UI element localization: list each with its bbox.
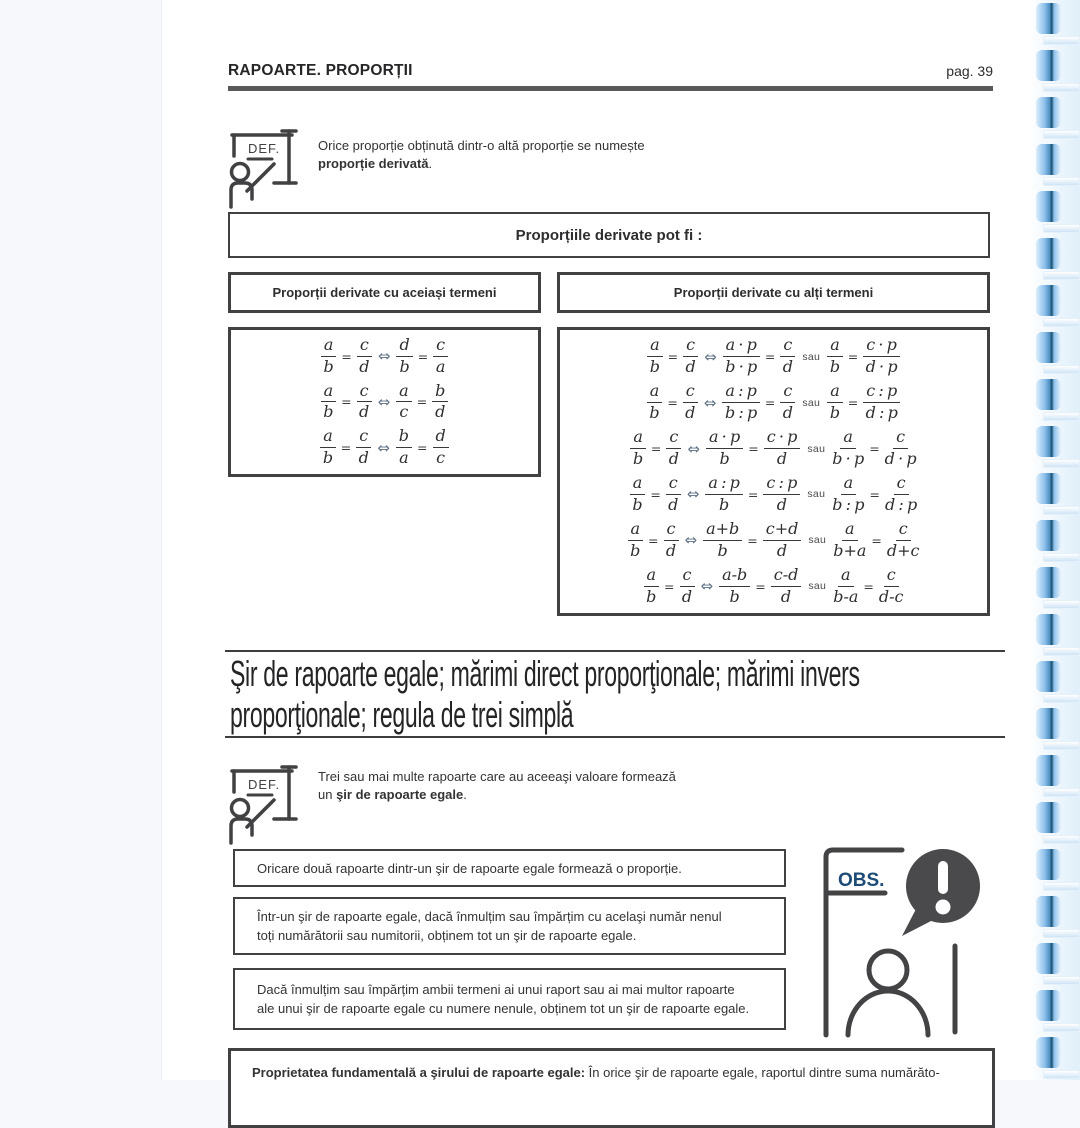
fraction: $\frac{c}{d}$ [357,383,372,422]
operator: = [747,486,759,502]
note-box-3-text: Dacă înmulțim sau împărțim ambii termeni ai unui raport sau ai mai multor rapoarte ale unui şir de rapoarte egale cu numere nenule, obținem tot un şir de rapoarte egale. [257,982,750,1016]
equivalence-arrow: ⇔ [703,393,717,412]
formula-row [644,337,903,376]
binding-ring [1036,473,1061,504]
note-box-1 [233,849,786,887]
binding-ring [1036,802,1061,833]
property-text: În orice şir de rapoarte egale, raportul dintre suma numărăto- [585,1065,940,1080]
exclamation-icon [938,861,948,894]
operator: = [748,441,759,457]
binding-ring [1036,661,1061,692]
fraction: $\frac{c}{d}$ [666,475,681,514]
binding-band [1043,929,1080,938]
fraction: $\frac{c-d}{d}$ [771,567,802,606]
fraction: $\frac{a}{b}$ [321,383,337,422]
section-title-line-1: Şir de rapoarte egale; mărimi direct proporţionale; mărimi invers [230,653,860,694]
fraction: $\frac{c}{d}$ [683,383,698,422]
binding-ring [1036,520,1061,551]
definition-icon [226,762,306,846]
sau-word: sau [808,580,827,593]
fraction: $\frac{a}{b}$ [320,428,336,467]
fraction: $\frac{c}{d}$ [357,337,372,376]
operator: = [650,441,662,457]
fraction: $\frac{a}{b}$ [644,567,660,606]
note-box-3 [233,968,786,1030]
formula-row [317,428,452,467]
binding-band [1043,506,1080,515]
fraction: $\frac{a \cdot p}{b}$ [706,429,743,468]
fraction: $\frac{c}{d}$ [680,567,695,606]
binding-ring [1036,238,1061,269]
equivalence-arrow: ⇔ [377,438,390,457]
equivalence-arrow: ⇔ [377,392,391,411]
page-number: pag. 39 [946,63,993,79]
obs-label: OBS. [838,870,885,891]
operator: = [417,348,429,364]
operator: = [341,348,352,364]
fraction: $\frac{c}{d}$ [666,429,681,468]
binding-ring [1036,97,1061,128]
operator: = [847,349,859,365]
sau-word: sau [802,396,821,409]
equivalence-arrow: ⇔ [687,439,700,458]
binding-ring [1036,332,1061,363]
fraction: $\frac{a-b}{b}$ [719,567,750,606]
binding-ring [1036,849,1061,880]
binding-band [1043,553,1080,562]
binding-band [1043,976,1080,985]
note-box-2-text: Într-un şir de rapoarte egale, dacă înmulțim sau împărțim cu acelaşi număr nenul toți numărătorii sau numitorii, obținem tot un şir de rapoarte egale. [257,909,722,943]
fraction: $\frac{a}{b}$ [321,337,337,376]
note-box-2 [233,897,786,955]
fraction: $\frac{c}{d-c}$ [878,565,904,606]
def2-prefix: un [318,787,337,802]
binding-band [1043,647,1080,656]
fraction: $\frac{c}{d}$ [356,428,371,467]
header-rule [228,86,993,91]
fraction: $\frac{a}{b}$ [647,383,663,422]
fraction: $\frac{a}{b : p}$ [832,473,865,514]
binding-band [1043,1070,1080,1079]
binding-ring [1036,943,1061,974]
binding-band [1043,694,1080,703]
binding-band [1043,788,1080,797]
formula-box-other-terms [557,327,990,616]
fraction: $\frac{c : p}{d}$ [763,475,800,514]
fraction: $\frac{c}{d+c}$ [886,519,920,560]
formula-row [641,567,907,606]
column-header-other-terms: Proporții derivate cu alți termeni [557,272,990,313]
operator: = [869,486,880,502]
operator: = [667,349,679,365]
operator: = [341,394,352,410]
fraction: $\frac{c}{d}$ [683,337,698,376]
fraction: $\frac{c}{d}$ [780,337,795,376]
definition-1-text [318,137,645,173]
equivalence-arrow: ⇔ [704,347,717,366]
fraction: $\frac{c}{d}$ [664,521,679,560]
fraction: $\frac{a : p}{b : p}$ [722,383,760,422]
operator: = [650,486,661,502]
binding-ring [1036,567,1061,598]
fraction: $\frac{b}{d}$ [432,383,448,422]
fraction: $\frac{c}{d}$ [780,383,795,422]
fundamental-property-box [228,1048,995,1128]
operator: = [863,578,874,594]
sau-word: sau [808,534,827,547]
binding-ring [1036,50,1061,81]
chapter-title: RAPOARTE. PROPORȚII [228,62,413,79]
definition-2-text [318,768,676,804]
equivalence-arrow: ⇔ [684,531,698,550]
observation-icon [818,843,998,1039]
def1-line1: Orice proporție obținută dintr-o altă proporție se numește [318,138,645,153]
binding-ring [1036,755,1061,786]
sau-word: sau [802,350,821,363]
binding-band [1043,83,1080,92]
binding-band [1043,882,1080,891]
operator: = [755,578,766,594]
binding-band [1043,224,1080,233]
binding-band [1043,835,1080,844]
sau-word: sau [807,488,826,501]
binding-band [1043,1023,1080,1032]
binding-ring [1036,614,1061,645]
def2-bold-term: şir de rapoarte egale [336,787,464,802]
operator: = [416,394,428,410]
operator: = [417,440,428,456]
column-header-same-terms: Proporții derivate cu aceiași termeni [228,272,541,313]
fraction: $\frac{a}{b+a}$ [833,519,867,560]
binding-ring [1036,379,1061,410]
binding-ring [1036,3,1061,34]
binding-band [1043,177,1080,186]
operator: = [847,395,859,411]
fraction: $\frac{a}{c}$ [396,383,412,422]
formula-row [627,429,919,468]
formula-row [625,521,923,560]
fraction: $\frac{a}{b}$ [827,337,843,376]
binding-ring [1036,708,1061,739]
fraction: $\frac{a+b}{b}$ [703,521,742,560]
equivalence-arrow: ⇔ [377,347,391,366]
derivate-header-box: Proporțiile derivate pot fi : [228,212,990,258]
fraction: $\frac{a}{b}$ [630,475,646,514]
operator: = [871,532,882,548]
fraction: $\frac{b}{a}$ [396,428,412,467]
fraction: $\frac{a : p}{b}$ [705,475,743,514]
fraction: $\frac{c}{d \cdot p}$ [884,427,917,469]
binding-band [1043,412,1080,421]
definition-icon [226,126,306,210]
fraction: $\frac{a}{b}$ [630,429,646,468]
operator: = [340,440,352,456]
def-label: DEF. [248,777,281,792]
fraction: $\frac{c \cdot p}{d \cdot p}$ [863,337,900,376]
equivalence-arrow: ⇔ [700,577,714,596]
fraction: $\frac{a}{b}$ [647,337,663,376]
operator: = [869,441,880,457]
binding-ring [1036,285,1061,316]
operator: = [747,532,758,548]
binding-band [1043,271,1080,280]
section-rule-bottom [225,736,1005,738]
sau-word: sau [807,442,826,455]
fraction: $\frac{d}{c}$ [433,428,449,467]
spiral-binding [1030,0,1080,1080]
fraction: $\frac{a}{b \cdot p}$ [832,427,865,469]
operator: = [764,349,776,365]
fraction: $\frac{c}{d : p}$ [884,473,918,514]
section-title-line-2: proporţionale; regula de trei simplă [230,694,574,735]
fraction: $\frac{a}{b}$ [628,521,644,560]
section-rule-top [225,650,1005,652]
def1-suffix: . [428,156,433,171]
binding-ring [1036,191,1061,222]
fraction: $\frac{a}{b}$ [827,383,843,422]
binding-ring [1036,426,1061,457]
binding-ring [1036,990,1061,1021]
fraction: $\frac{c}{a}$ [433,337,448,376]
operator: = [764,395,776,411]
fraction: $\frac{a}{b-a}$ [833,565,859,606]
fraction: $\frac{a \cdot p}{b \cdot p}$ [723,337,760,376]
formula-row [627,475,920,514]
operator: = [667,395,678,411]
formula-row [644,383,903,422]
binding-band [1043,459,1080,468]
formula-box-same-terms [228,327,541,477]
property-bold-lead: Proprietatea fundamentală a şirului de rapoarte egale: [252,1065,586,1080]
def1-bold-term: proporție derivată [318,156,429,171]
fraction: $\frac{c+d}{d}$ [763,521,802,560]
def-label: DEF. [248,141,281,156]
fraction: $\frac{c \cdot p}{d}$ [764,429,801,468]
def2-suffix: . [463,787,467,802]
equivalence-arrow: ⇔ [686,485,700,504]
fraction: $\frac{c : p}{d : p}$ [863,383,900,422]
operator: = [648,532,659,548]
binding-ring [1036,1037,1061,1068]
formula-row [318,380,452,422]
binding-band [1043,741,1080,750]
binding-band [1043,318,1080,327]
binding-band [1043,600,1080,609]
binding-band [1043,130,1080,139]
binding-ring [1036,896,1061,927]
binding-band [1043,365,1080,374]
def2-line1: Trei sau mai multe rapoarte care au aceeaşi valoare formează [318,769,676,784]
binding-ring [1036,144,1061,175]
operator: = [664,578,675,594]
formula-row [318,337,451,376]
binding-band [1043,36,1080,45]
note-box-1-text: Oricare două rapoarte dintr-un şir de rapoarte egale formează o proporție. [257,860,682,876]
fraction: $\frac{d}{b}$ [396,337,412,376]
